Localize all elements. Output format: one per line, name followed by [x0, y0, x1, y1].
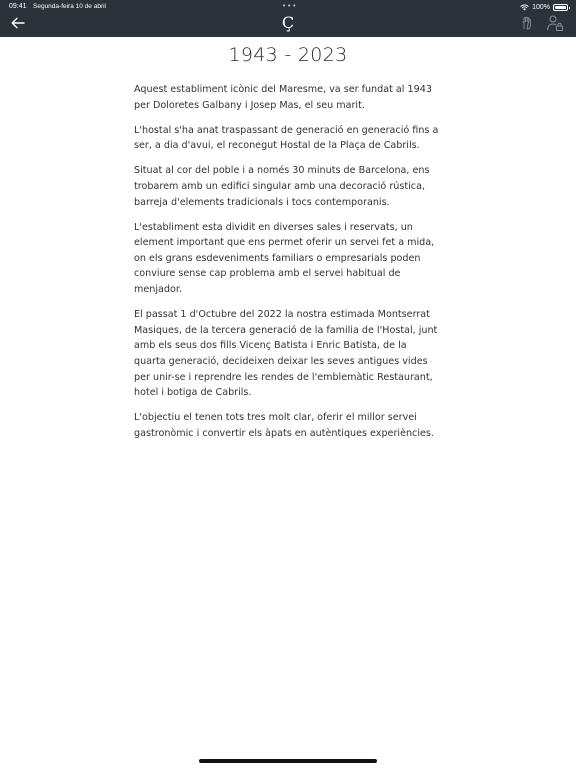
top-bar: [0, 0, 576, 37]
person-lock-icon: [546, 14, 564, 32]
battery-icon: [553, 4, 568, 11]
multitasking-dots-icon[interactable]: •••: [282, 2, 298, 10]
battery-percentage: 100%: [532, 3, 550, 11]
article-paragraph: Situat al cor del poble i a només 30 minuts de Barcelona, ens trobarem amb un edifici singular amb una decoració rústica, barreja d'elements tradicionals i tocs contemporanis.: [134, 165, 430, 208]
article-paragraph: L'hostal s'ha anat traspassant de generació en generació fins a ser, a dia d'avui, el reconegut Hostal de la Plaça de Cabrils.: [134, 124, 439, 152]
article-paragraph: L'objectiu el tenen tots tres molt clar, oferir el millor servei gastronòmic i convertir els àpats en autèntiques experiències.: [134, 412, 434, 439]
article-paragraph: Aquest establiment icònic del Maresme, va ser fundat al 1943 per Doloretes Galbany i Josep Mas, el seu marit.: [134, 84, 432, 111]
article-paragraph: El passat 1 d'Octubre del 2022 la nostra estimada Montserrat Masiques, de la tercera generació de la familia de l'Hostal, junt amb els seus dos fills Vicenç Batista i Enric Batista, de la quarta generació, decideixen deixar les seves antigues vides per unir-se i reprendre les rendes de l'emblemàtic Restaurant, hotel i botiga de Cabrils.: [134, 309, 438, 399]
home-indicator[interactable]: [199, 759, 377, 763]
article-body: [134, 82, 440, 451]
wifi-icon: [520, 4, 529, 11]
hand-button[interactable]: [519, 14, 535, 32]
status-right: [520, 2, 568, 12]
arrow-left-icon: [11, 17, 25, 29]
hand-raised-icon: [521, 16, 533, 30]
article-paragraph: L'establiment esta dividit en diverses sales i reservats, un element important que ens permet oferir un servei fet a mida, on els grans esdeveniments familiars o empresarials poden conviure sense cap problema amb el servei habitual de menjador.: [134, 221, 435, 296]
app-logo[interactable]: Ç: [281, 13, 295, 32]
status-date: Segunda-feira 10 de abril: [33, 3, 106, 10]
back-button[interactable]: [8, 14, 28, 32]
page-title: 1943 - 2023: [228, 44, 348, 66]
status-time: 09:41: [9, 3, 27, 10]
person-button[interactable]: [545, 13, 565, 33]
